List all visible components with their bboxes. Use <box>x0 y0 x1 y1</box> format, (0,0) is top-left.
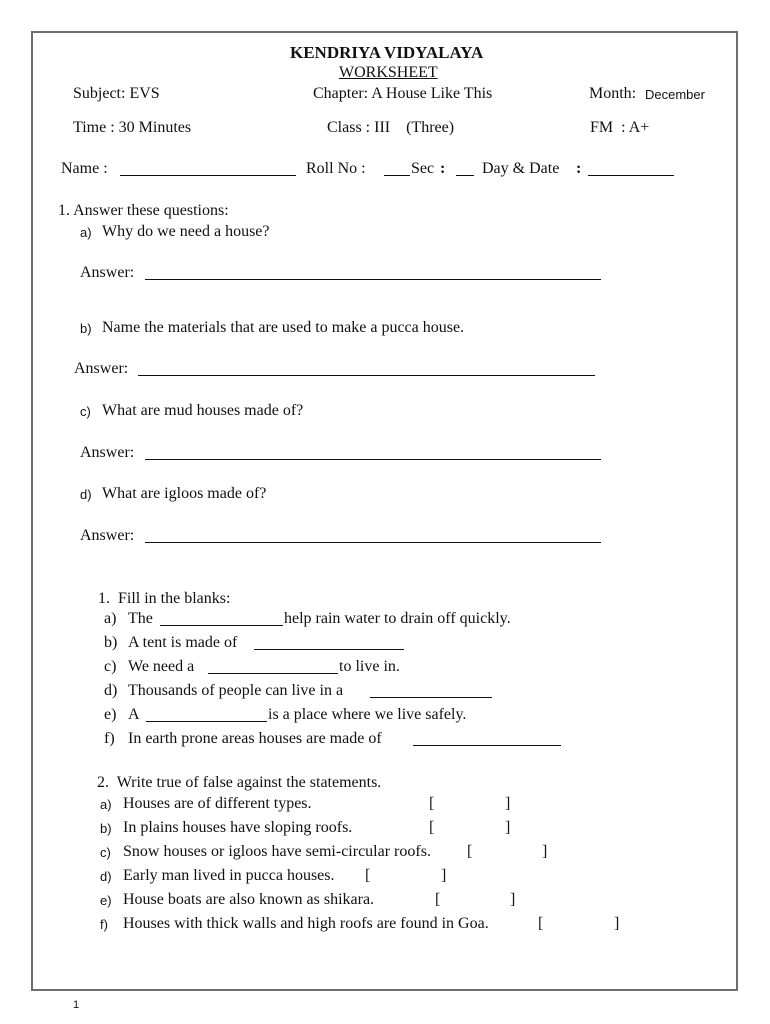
month-label: Month: <box>589 85 637 102</box>
question-letter: b) <box>80 321 92 336</box>
answer-line <box>145 459 601 460</box>
question-text: Why do we need a house? <box>102 223 270 240</box>
question-letter: a) <box>80 225 92 240</box>
answer-label: Answer: <box>80 444 135 461</box>
list-letter: a) <box>100 797 112 812</box>
bracket-open: [ <box>435 891 441 908</box>
list-letter: f) <box>100 917 108 932</box>
list-letter: b) <box>100 821 112 836</box>
fill-item-after: to live in. <box>339 658 400 675</box>
fill-blank <box>146 721 267 722</box>
answer-label: Answer: <box>74 360 129 377</box>
bracket-close: ] <box>505 795 511 812</box>
fill-blanks-heading: 1. Fill in the blanks: <box>98 590 231 607</box>
bracket-open: [ <box>365 867 371 884</box>
fill-blank <box>160 625 283 626</box>
roll-label: Roll No : <box>306 160 366 177</box>
statement-text: Snow houses or igloos have semi-circular roofs. <box>123 843 431 860</box>
time-label: Time : 30 Minutes <box>73 119 192 136</box>
fill-item-after: help rain water to drain off quickly. <box>284 610 511 627</box>
bracket-close: ] <box>542 843 548 860</box>
question-letter: c) <box>80 404 91 419</box>
question-letter: d) <box>80 487 92 502</box>
bracket-close: ] <box>505 819 511 836</box>
sec-colon: : <box>440 160 446 177</box>
fill-blank <box>254 649 404 650</box>
month-value: December <box>645 87 705 102</box>
list-letter: a) <box>104 610 117 627</box>
bracket-open: [ <box>467 843 473 860</box>
statement-text: Houses with thick walls and high roofs are found in Goa. <box>123 915 489 932</box>
bracket-open: [ <box>429 795 435 812</box>
name-label: Name : <box>61 160 108 177</box>
list-letter: e) <box>104 706 117 723</box>
question-text: What are mud houses made of? <box>102 402 304 419</box>
fill-item-before: A tent is made of <box>128 634 238 651</box>
answer-label: Answer: <box>80 527 135 544</box>
list-letter: b) <box>104 634 118 651</box>
list-letter: f) <box>104 730 115 747</box>
subject-label: Subject: EVS <box>73 85 160 102</box>
school-title: KENDRIYA VIDYALAYA <box>290 43 484 62</box>
page-number: 1 <box>73 999 80 1011</box>
answer-label: Answer: <box>80 264 135 281</box>
name-blank <box>120 175 296 176</box>
statement-text: Houses are of different types. <box>123 795 312 812</box>
bracket-close: ] <box>510 891 516 908</box>
fill-blank <box>413 745 561 746</box>
bracket-open: [ <box>429 819 435 836</box>
true-false-heading: 2. Write true of false against the statements. <box>97 774 382 791</box>
fill-item-before: Thousands of people can live in a <box>128 682 344 699</box>
list-letter: e) <box>100 893 112 908</box>
day-date-blank <box>588 175 674 176</box>
question-text: What are igloos made of? <box>102 485 267 502</box>
day-date-colon: : <box>576 160 582 177</box>
list-letter: c) <box>100 845 111 860</box>
bracket-close: ] <box>614 915 620 932</box>
list-letter: d) <box>104 682 118 699</box>
fill-blank <box>208 673 338 674</box>
fm-label: FM : A+ <box>590 119 650 136</box>
bracket-open: [ <box>538 915 544 932</box>
fill-item-before: The <box>128 610 153 627</box>
fill-item-before: In earth prone areas houses are made of <box>128 730 382 747</box>
answer-line <box>138 375 595 376</box>
section1-heading: 1. Answer these questions: <box>58 202 229 219</box>
day-date-label: Day & Date <box>482 160 560 177</box>
fill-item-after: is a place where we live safely. <box>268 706 467 723</box>
question-text: Name the materials that are used to make a pucca house. <box>102 319 465 336</box>
sec-label: Sec <box>411 160 435 177</box>
class-label: Class : III (Three) <box>327 119 455 136</box>
statement-text: Early man lived in pucca houses. <box>123 867 335 884</box>
statement-text: In plains houses have sloping roofs. <box>123 819 353 836</box>
fill-item-before: We need a <box>128 658 195 675</box>
statement-text: House boats are also known as shikara. <box>123 891 375 908</box>
sec-blank <box>456 175 474 176</box>
fill-item-before: A <box>128 706 140 723</box>
answer-line <box>145 542 601 543</box>
bracket-close: ] <box>441 867 447 884</box>
list-letter: d) <box>100 869 112 884</box>
answer-line <box>145 279 601 280</box>
roll-blank <box>384 175 410 176</box>
chapter-label: Chapter: A House Like This <box>313 85 493 102</box>
list-letter: c) <box>104 658 117 675</box>
fill-blank <box>370 697 492 698</box>
worksheet-title: WORKSHEET <box>339 64 438 81</box>
